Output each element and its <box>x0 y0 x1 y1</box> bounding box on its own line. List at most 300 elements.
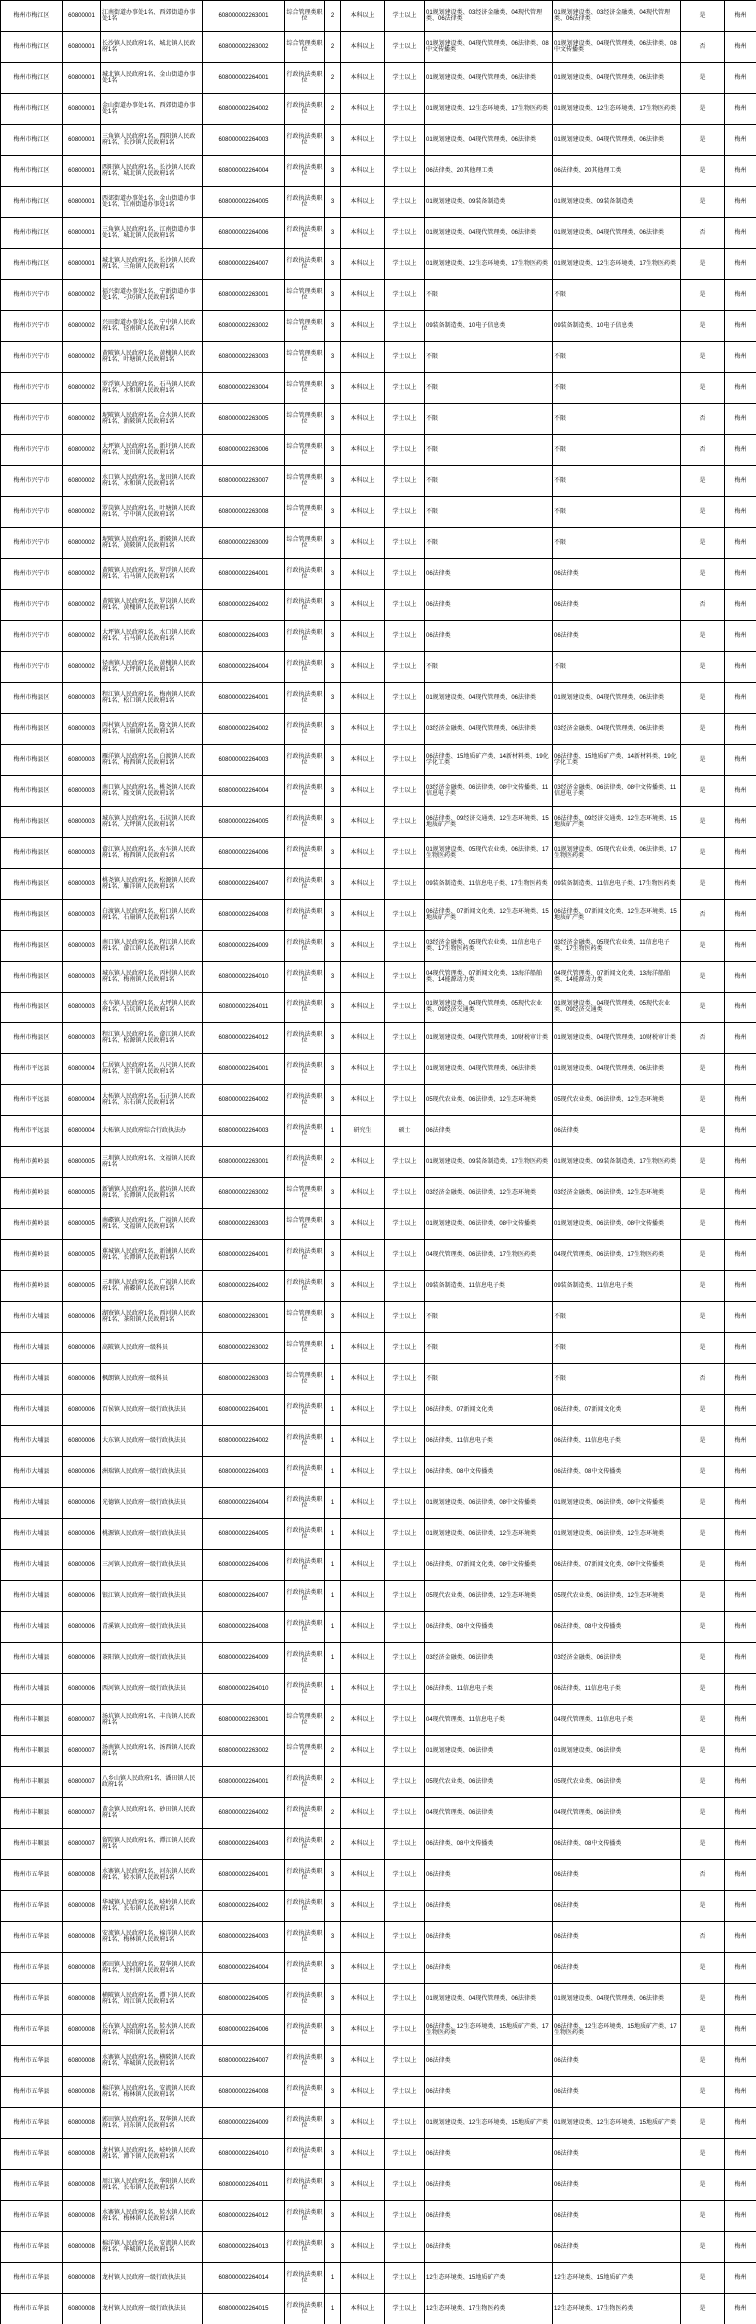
district-cell: 梅州市五华县 <box>1 2076 63 2107</box>
degree-cell: 学士以上 <box>385 465 425 496</box>
grad-major-cell: 不限 <box>553 279 681 310</box>
district-cell: 梅州市兴宁市 <box>1 403 63 434</box>
grad-major-cell: 06法律类 <box>553 2200 681 2231</box>
district-cell: 梅州市五华县 <box>1 2107 63 2138</box>
undergrad-major-cell: 01规划建设类、04现代管理类、06法律类 <box>425 124 553 155</box>
education-cell: 本科以上 <box>341 248 385 279</box>
location-cell: 梅州 <box>725 2138 756 2169</box>
post-code-cell: 608000002264003 <box>203 620 285 651</box>
table-row <box>1 837 756 868</box>
location-cell: 梅州 <box>725 1054 756 1085</box>
unit-code-cell: 60800006 <box>63 1612 101 1643</box>
post-type-cell: 行政执法类职位 <box>285 1023 325 1054</box>
degree-cell: 学士以上 <box>385 868 425 899</box>
flag-cell: 是 <box>681 1581 725 1612</box>
degree-cell: 学士以上 <box>385 496 425 527</box>
post-code-cell: 608000002263001 <box>203 1302 285 1333</box>
location-cell: 梅州 <box>725 1767 756 1798</box>
location-cell: 梅州 <box>725 1302 756 1333</box>
post-code-cell: 608000002263002 <box>203 1333 285 1364</box>
count-cell: 1 <box>325 1426 341 1457</box>
location-cell: 梅州 <box>725 2262 756 2293</box>
post-name-cell: 水口镇人民政府1名、龙田镇人民政府1名、永和镇人民政府1名 <box>101 465 203 496</box>
post-name-cell: 城东镇人民政府1名、石坑镇人民政府1名、大坪镇人民政府1名 <box>101 806 203 837</box>
unit-code-cell: 60800003 <box>63 899 101 930</box>
district-cell: 梅州市平远县 <box>1 1085 63 1116</box>
flag-cell: 是 <box>681 496 725 527</box>
post-code-cell: 608000002264006 <box>203 217 285 248</box>
post-type-cell: 综合管理类职位 <box>285 1736 325 1767</box>
count-cell: 3 <box>325 2076 341 2107</box>
post-code-cell: 608000002263002 <box>203 1736 285 1767</box>
post-name-cell: 留隍镇人民政府1名、潭江镇人民政府1名 <box>101 1829 203 1860</box>
table-row <box>1 961 756 992</box>
district-cell: 梅州市大埔县 <box>1 1519 63 1550</box>
post-name-cell: 大东镇人民政府一级行政执法员 <box>101 1426 203 1457</box>
undergrad-major-cell: 不限 <box>425 341 553 372</box>
grad-major-cell: 06法律类 <box>553 1116 681 1147</box>
degree-cell: 学士以上 <box>385 1705 425 1736</box>
table-row <box>1 2293 756 2324</box>
degree-cell: 学士以上 <box>385 1 425 32</box>
degree-cell: 学士以上 <box>385 341 425 372</box>
location-cell: 梅州 <box>725 2200 756 2231</box>
unit-code-cell: 60800005 <box>63 1271 101 1302</box>
post-type-cell: 行政执法类职位 <box>285 186 325 217</box>
grad-major-cell: 06法律类 <box>553 2138 681 2169</box>
district-cell: 梅州市梅江区 <box>1 31 63 62</box>
location-cell: 梅州 <box>725 961 756 992</box>
post-code-cell: 608000002264012 <box>203 1023 285 1054</box>
undergrad-major-cell: 06法律类、08中文传播类 <box>425 1829 553 1860</box>
flag-cell: 是 <box>681 1767 725 1798</box>
education-cell: 本科以上 <box>341 961 385 992</box>
table-row <box>1 217 756 248</box>
undergrad-major-cell: 09装备制造类、11信息电子类 <box>425 1271 553 1302</box>
degree-cell: 学士以上 <box>385 1457 425 1488</box>
education-cell: 本科以上 <box>341 1054 385 1085</box>
table-row <box>1 589 756 620</box>
grad-major-cell: 06法律类、20其他理工类 <box>553 155 681 186</box>
post-name-cell: 径南镇人民政府1名、黄槐镇人民政府1名、大坪镇人民政府1名 <box>101 651 203 682</box>
flag-cell: 是 <box>681 868 725 899</box>
degree-cell: 学士以上 <box>385 2169 425 2200</box>
post-type-cell: 综合管理类职位 <box>285 341 325 372</box>
table-row <box>1 527 756 558</box>
table-row <box>1 1240 756 1271</box>
degree-cell: 学士以上 <box>385 2262 425 2293</box>
education-cell: 本科以上 <box>341 2138 385 2169</box>
post-name-cell: 三河镇人民政府一级行政执法员 <box>101 1550 203 1581</box>
degree-cell: 学士以上 <box>385 1984 425 2015</box>
count-cell: 3 <box>325 2231 341 2262</box>
post-code-cell: 608000002264003 <box>203 1922 285 1953</box>
district-cell: 梅州市梅县区 <box>1 775 63 806</box>
unit-code-cell: 60800006 <box>63 1426 101 1457</box>
post-code-cell: 608000002264007 <box>203 2045 285 2076</box>
unit-code-cell: 60800005 <box>63 1240 101 1271</box>
undergrad-major-cell: 01规划建设类、04现代管理类、06法律类 <box>425 1054 553 1085</box>
post-code-cell: 608000002264006 <box>203 837 285 868</box>
district-cell: 梅州市五华县 <box>1 2169 63 2200</box>
post-name-cell: 龙村镇人民政府一级行政执法员 <box>101 2262 203 2293</box>
count-cell: 3 <box>325 2138 341 2169</box>
post-type-cell: 行政执法类职位 <box>285 1240 325 1271</box>
flag-cell: 否 <box>681 403 725 434</box>
degree-cell: 学士以上 <box>385 1333 425 1364</box>
count-cell: 3 <box>325 279 341 310</box>
education-cell: 本科以上 <box>341 372 385 403</box>
grad-major-cell: 01规划建设类、06法律类、08中文传播类 <box>553 1209 681 1240</box>
undergrad-major-cell: 06法律类 <box>425 2138 553 2169</box>
flag-cell: 是 <box>681 465 725 496</box>
location-cell: 梅州 <box>725 2045 756 2076</box>
location-cell: 梅州 <box>725 93 756 124</box>
count-cell: 1 <box>325 1550 341 1581</box>
flag-cell: 是 <box>681 1209 725 1240</box>
degree-cell: 学士以上 <box>385 806 425 837</box>
flag-cell: 是 <box>681 806 725 837</box>
unit-code-cell: 60800006 <box>63 1457 101 1488</box>
district-cell: 梅州市梅县区 <box>1 806 63 837</box>
flag-cell: 是 <box>681 1891 725 1922</box>
grad-major-cell: 不限 <box>553 1302 681 1333</box>
post-type-cell: 行政执法类职位 <box>285 868 325 899</box>
degree-cell: 硕士 <box>385 1116 425 1147</box>
post-type-cell: 行政执法类职位 <box>285 2231 325 2262</box>
grad-major-cell: 12生态环境类、15地质矿产类 <box>553 2262 681 2293</box>
grad-major-cell: 不限 <box>553 372 681 403</box>
district-cell: 梅州市梅县区 <box>1 744 63 775</box>
post-type-cell: 综合管理类职位 <box>285 1705 325 1736</box>
table-row <box>1 744 756 775</box>
flag-cell: 是 <box>681 2293 725 2324</box>
table-row <box>1 1 756 32</box>
location-cell: 梅州 <box>725 2169 756 2200</box>
count-cell: 1 <box>325 1488 341 1519</box>
post-type-cell: 行政执法类职位 <box>285 2200 325 2231</box>
grad-major-cell: 06法律类 <box>553 2045 681 2076</box>
unit-code-cell: 60800008 <box>63 2262 101 2293</box>
post-type-cell: 行政执法类职位 <box>285 1116 325 1147</box>
grad-major-cell: 不限 <box>553 1333 681 1364</box>
post-name-cell: 枫朗镇人民政府一级科员 <box>101 1364 203 1395</box>
post-name-cell: 汤南镇人民政府1名、汤西镇人民政府1名 <box>101 1736 203 1767</box>
education-cell: 本科以上 <box>341 1519 385 1550</box>
district-cell: 梅州市五华县 <box>1 2293 63 2324</box>
grad-major-cell: 06法律类 <box>553 1953 681 1984</box>
unit-code-cell: 60800003 <box>63 837 101 868</box>
flag-cell: 是 <box>681 2169 725 2200</box>
count-cell: 3 <box>325 713 341 744</box>
education-cell: 本科以上 <box>341 31 385 62</box>
education-cell: 本科以上 <box>341 434 385 465</box>
district-cell: 梅州市大埔县 <box>1 1488 63 1519</box>
count-cell: 3 <box>325 1953 341 1984</box>
post-name-cell: 横陂镇人民政府1名、潭下镇人民政府1名、周江镇人民政府1名 <box>101 1984 203 2015</box>
location-cell: 梅州 <box>725 279 756 310</box>
post-name-cell: 南磜镇人民政府1名、广福镇人民政府1名、文福镇人民政府1名 <box>101 1209 203 1240</box>
count-cell: 3 <box>325 1922 341 1953</box>
flag-cell: 是 <box>681 651 725 682</box>
degree-cell: 学士以上 <box>385 248 425 279</box>
table-row <box>1 899 756 930</box>
post-code-cell: 608000002264008 <box>203 1612 285 1643</box>
education-cell: 本科以上 <box>341 713 385 744</box>
education-cell: 本科以上 <box>341 1364 385 1395</box>
location-cell: 梅州 <box>725 496 756 527</box>
unit-code-cell: 60800008 <box>63 1860 101 1891</box>
flag-cell: 是 <box>681 186 725 217</box>
unit-code-cell: 60800007 <box>63 1736 101 1767</box>
education-cell: 本科以上 <box>341 1829 385 1860</box>
unit-code-cell: 60800006 <box>63 1364 101 1395</box>
education-cell: 本科以上 <box>341 93 385 124</box>
count-cell: 1 <box>325 1395 341 1426</box>
undergrad-major-cell: 12生态环境类、17生物医药类 <box>425 2293 553 2324</box>
education-cell: 本科以上 <box>341 1860 385 1891</box>
flag-cell: 是 <box>681 93 725 124</box>
post-type-cell: 行政执法类职位 <box>285 1085 325 1116</box>
undergrad-major-cell: 06法律类 <box>425 2169 553 2200</box>
post-code-cell: 608000002264011 <box>203 992 285 1023</box>
table-row <box>1 1550 756 1581</box>
district-cell: 梅州市梅县区 <box>1 930 63 961</box>
post-type-cell: 综合管理类职位 <box>285 527 325 558</box>
post-name-cell: 白渡镇人民政府1名、松口镇人民政府1名、石扇镇人民政府1名 <box>101 899 203 930</box>
degree-cell: 学士以上 <box>385 1147 425 1178</box>
post-type-cell: 行政执法类职位 <box>285 1271 325 1302</box>
unit-code-cell: 60800008 <box>63 1984 101 2015</box>
post-code-cell: 608000002264001 <box>203 1767 285 1798</box>
education-cell: 本科以上 <box>341 2169 385 2200</box>
post-code-cell: 608000002264004 <box>203 651 285 682</box>
table-row <box>1 1829 756 1860</box>
grad-major-cell: 06法律类、11信息电子类 <box>553 1426 681 1457</box>
grad-major-cell: 01规划建设类、04现代管理类、06法律类、08中文传播类 <box>553 31 681 62</box>
count-cell: 3 <box>325 527 341 558</box>
undergrad-major-cell: 04现代管理类、06法律类 <box>425 1798 553 1829</box>
unit-code-cell: 60800001 <box>63 186 101 217</box>
unit-code-cell: 60800007 <box>63 1767 101 1798</box>
grad-major-cell: 01规划建设类、04现代管理类、06法律类 <box>553 682 681 713</box>
table-row <box>1 713 756 744</box>
undergrad-major-cell: 03经济金融类、04现代管理类、06法律类 <box>425 713 553 744</box>
table-row <box>1 1085 756 1116</box>
post-code-cell: 608000002263007 <box>203 465 285 496</box>
post-code-cell: 608000002264002 <box>203 1426 285 1457</box>
district-cell: 梅州市丰顺县 <box>1 1829 63 1860</box>
post-code-cell: 608000002264006 <box>203 2014 285 2045</box>
post-name-cell: 水车镇人民政府1名、大坪镇人民政府1名、石坑镇人民政府1名 <box>101 992 203 1023</box>
table-row <box>1 279 756 310</box>
grad-major-cell: 06法律类、07新闻文化类 <box>553 1395 681 1426</box>
post-type-cell: 综合管理类职位 <box>285 1302 325 1333</box>
district-cell: 梅州市兴宁市 <box>1 651 63 682</box>
grad-major-cell: 01规划建设类、04现代管理类、06法律类 <box>553 124 681 155</box>
unit-code-cell: 60800002 <box>63 434 101 465</box>
count-cell: 3 <box>325 806 341 837</box>
undergrad-major-cell: 06法律类、12生态环境类、15地质矿产类、17生物医药类 <box>425 2014 553 2045</box>
post-name-cell: 黄陂镇人民政府1名、罗岗镇人民政府1名、黄槐镇人民政府1名 <box>101 589 203 620</box>
education-cell: 本科以上 <box>341 1023 385 1054</box>
unit-code-cell: 60800006 <box>63 1550 101 1581</box>
table-row <box>1 1984 756 2015</box>
education-cell: 本科以上 <box>341 155 385 186</box>
unit-code-cell: 60800003 <box>63 806 101 837</box>
post-type-cell: 行政执法类职位 <box>285 713 325 744</box>
post-name-cell: 水寨镇人民政府1名、转水镇人民政府1名、梅林镇人民政府1名 <box>101 2200 203 2231</box>
post-code-cell: 608000002264006 <box>203 1550 285 1581</box>
unit-code-cell: 60800001 <box>63 217 101 248</box>
undergrad-major-cell: 06法律类 <box>425 2231 553 2262</box>
count-cell: 1 <box>325 1116 341 1147</box>
location-cell: 梅州 <box>725 930 756 961</box>
post-name-cell: 八乡山镇人民政府1名、潘田镇人民政府1名 <box>101 1767 203 1798</box>
post-code-cell: 608000002264012 <box>203 2200 285 2231</box>
table-row <box>1 496 756 527</box>
post-code-cell: 608000002264002 <box>203 1891 285 1922</box>
unit-code-cell: 60800003 <box>63 868 101 899</box>
location-cell: 梅州 <box>725 775 756 806</box>
post-code-cell: 608000002264005 <box>203 1984 285 2015</box>
table-row <box>1 2169 756 2200</box>
flag-cell: 是 <box>681 2045 725 2076</box>
post-name-cell: 水寨镇人民政府1名、横陂镇人民政府1名、华城镇人民政府1名 <box>101 2045 203 2076</box>
post-type-cell: 行政执法类职位 <box>285 620 325 651</box>
post-code-cell: 608000002263003 <box>203 1209 285 1240</box>
table-row <box>1 403 756 434</box>
count-cell: 2 <box>325 31 341 62</box>
post-code-cell: 608000002263002 <box>203 1178 285 1209</box>
grad-major-cell: 不限 <box>553 1364 681 1395</box>
post-name-cell: 兴田街道办事处1名、宁中镇人民政府1名、径南镇人民政府1名 <box>101 310 203 341</box>
post-code-cell: 608000002264005 <box>203 1519 285 1550</box>
degree-cell: 学士以上 <box>385 1674 425 1705</box>
undergrad-major-cell: 04现代管理类、06法律类、17生物医药类 <box>425 1240 553 1271</box>
undergrad-major-cell: 01规划建设类、12生态环境类、17生物医药类 <box>425 93 553 124</box>
post-code-cell: 608000002264009 <box>203 1643 285 1674</box>
degree-cell: 学士以上 <box>385 93 425 124</box>
degree-cell: 学士以上 <box>385 2293 425 2324</box>
post-type-cell: 行政执法类职位 <box>285 155 325 186</box>
degree-cell: 学士以上 <box>385 1550 425 1581</box>
grad-major-cell: 06法律类、08中文传播类 <box>553 1612 681 1643</box>
district-cell: 梅州市丰顺县 <box>1 1705 63 1736</box>
post-type-cell: 行政执法类职位 <box>285 1426 325 1457</box>
table-row <box>1 2138 756 2169</box>
education-cell: 研究生 <box>341 1116 385 1147</box>
post-type-cell: 行政执法类职位 <box>285 1674 325 1705</box>
table-row <box>1 1116 756 1147</box>
degree-cell: 学士以上 <box>385 2045 425 2076</box>
post-code-cell: 608000002264003 <box>203 1457 285 1488</box>
district-cell: 梅州市梅江区 <box>1 93 63 124</box>
flag-cell: 是 <box>681 2014 725 2045</box>
undergrad-major-cell: 不限 <box>425 1364 553 1395</box>
post-code-cell: 608000002263001 <box>203 279 285 310</box>
table-row <box>1 1953 756 1984</box>
post-code-cell: 608000002264001 <box>203 62 285 93</box>
undergrad-major-cell: 01规划建设类、03经济金融类、04现代管理类、06法律类 <box>425 1 553 32</box>
undergrad-major-cell: 03经济金融类、06法律类、12生态环境类 <box>425 1178 553 1209</box>
undergrad-major-cell: 06法律类 <box>425 1891 553 1922</box>
table-row <box>1 2262 756 2293</box>
education-cell: 本科以上 <box>341 465 385 496</box>
post-code-cell: 608000002264003 <box>203 1116 285 1147</box>
district-cell: 梅州市梅县区 <box>1 713 63 744</box>
grad-major-cell: 不限 <box>553 527 681 558</box>
undergrad-major-cell: 01规划建设类、05现代农业类、06法律类、17生物医药类 <box>425 837 553 868</box>
flag-cell: 否 <box>681 434 725 465</box>
post-type-cell: 行政执法类职位 <box>285 930 325 961</box>
post-name-cell: 金山街道办事处1名、西郊街道办事处1名 <box>101 93 203 124</box>
post-name-cell: 水寨镇人民政府1名、河东镇人民政府1名、转水镇人民政府1名 <box>101 1860 203 1891</box>
degree-cell: 学士以上 <box>385 899 425 930</box>
count-cell: 3 <box>325 496 341 527</box>
grad-major-cell: 04现代管理类、07新闻文化类、13海洋船舶类、14能源动力类 <box>553 961 681 992</box>
table-row <box>1 2107 756 2138</box>
district-cell: 梅州市梅江区 <box>1 1 63 32</box>
post-type-cell: 行政执法类职位 <box>285 1395 325 1426</box>
flag-cell: 是 <box>681 2262 725 2293</box>
post-type-cell: 综合管理类职位 <box>285 1 325 32</box>
grad-major-cell: 05现代农业类、06法律类、12生态环境类 <box>553 1085 681 1116</box>
post-code-cell: 608000002264010 <box>203 2138 285 2169</box>
post-code-cell: 608000002264002 <box>203 589 285 620</box>
post-code-cell: 608000002264001 <box>203 1240 285 1271</box>
undergrad-major-cell: 不限 <box>425 1302 553 1333</box>
count-cell: 3 <box>325 372 341 403</box>
post-name-cell: 湖寮镇人民政府1名、西河镇人民政府1名、茶阳镇人民政府1名 <box>101 1302 203 1333</box>
degree-cell: 学士以上 <box>385 1891 425 1922</box>
district-cell: 梅州市兴宁市 <box>1 589 63 620</box>
post-code-cell: 608000002264003 <box>203 124 285 155</box>
grad-major-cell: 04现代管理类、06法律类 <box>553 1798 681 1829</box>
grad-major-cell: 12生态环境类、17生物医药类 <box>553 2293 681 2324</box>
post-code-cell: 608000002264007 <box>203 248 285 279</box>
flag-cell: 是 <box>681 62 725 93</box>
undergrad-major-cell: 01规划建设类、04现代管理类、05现代农业类、09经济交通类 <box>425 992 553 1023</box>
flag-cell: 是 <box>681 1 725 32</box>
post-name-cell: 茶阳镇人民政府一级行政执法员 <box>101 1643 203 1674</box>
unit-code-cell: 60800008 <box>63 2076 101 2107</box>
undergrad-major-cell: 不限 <box>425 372 553 403</box>
post-name-cell: 罗岗镇人民政府1名、叶塘镇人民政府1名、宁中镇人民政府1名 <box>101 496 203 527</box>
flag-cell: 是 <box>681 1178 725 1209</box>
location-cell: 梅州 <box>725 1581 756 1612</box>
grad-major-cell: 不限 <box>553 465 681 496</box>
undergrad-major-cell: 05现代农业类、06法律类 <box>425 1767 553 1798</box>
location-cell: 梅州 <box>725 1085 756 1116</box>
undergrad-major-cell: 不限 <box>425 279 553 310</box>
post-type-cell: 行政执法类职位 <box>285 1643 325 1674</box>
unit-code-cell: 60800004 <box>63 1085 101 1116</box>
flag-cell: 是 <box>681 310 725 341</box>
unit-code-cell: 60800006 <box>63 1581 101 1612</box>
undergrad-major-cell: 不限 <box>425 434 553 465</box>
unit-code-cell: 60800001 <box>63 93 101 124</box>
district-cell: 梅州市五华县 <box>1 2262 63 2293</box>
post-type-cell: 行政执法类职位 <box>285 899 325 930</box>
degree-cell: 学士以上 <box>385 1519 425 1550</box>
post-name-cell: 福兴街道办事处1名、宁新街道办事处1名、刁坊镇人民政府1名 <box>101 279 203 310</box>
post-code-cell: 608000002263001 <box>203 1 285 32</box>
grad-major-cell: 不限 <box>553 403 681 434</box>
undergrad-major-cell: 06法律类 <box>425 2200 553 2231</box>
post-name-cell: 桃源镇人民政府一级行政执法员 <box>101 1519 203 1550</box>
post-code-cell: 608000002264013 <box>203 2231 285 2262</box>
